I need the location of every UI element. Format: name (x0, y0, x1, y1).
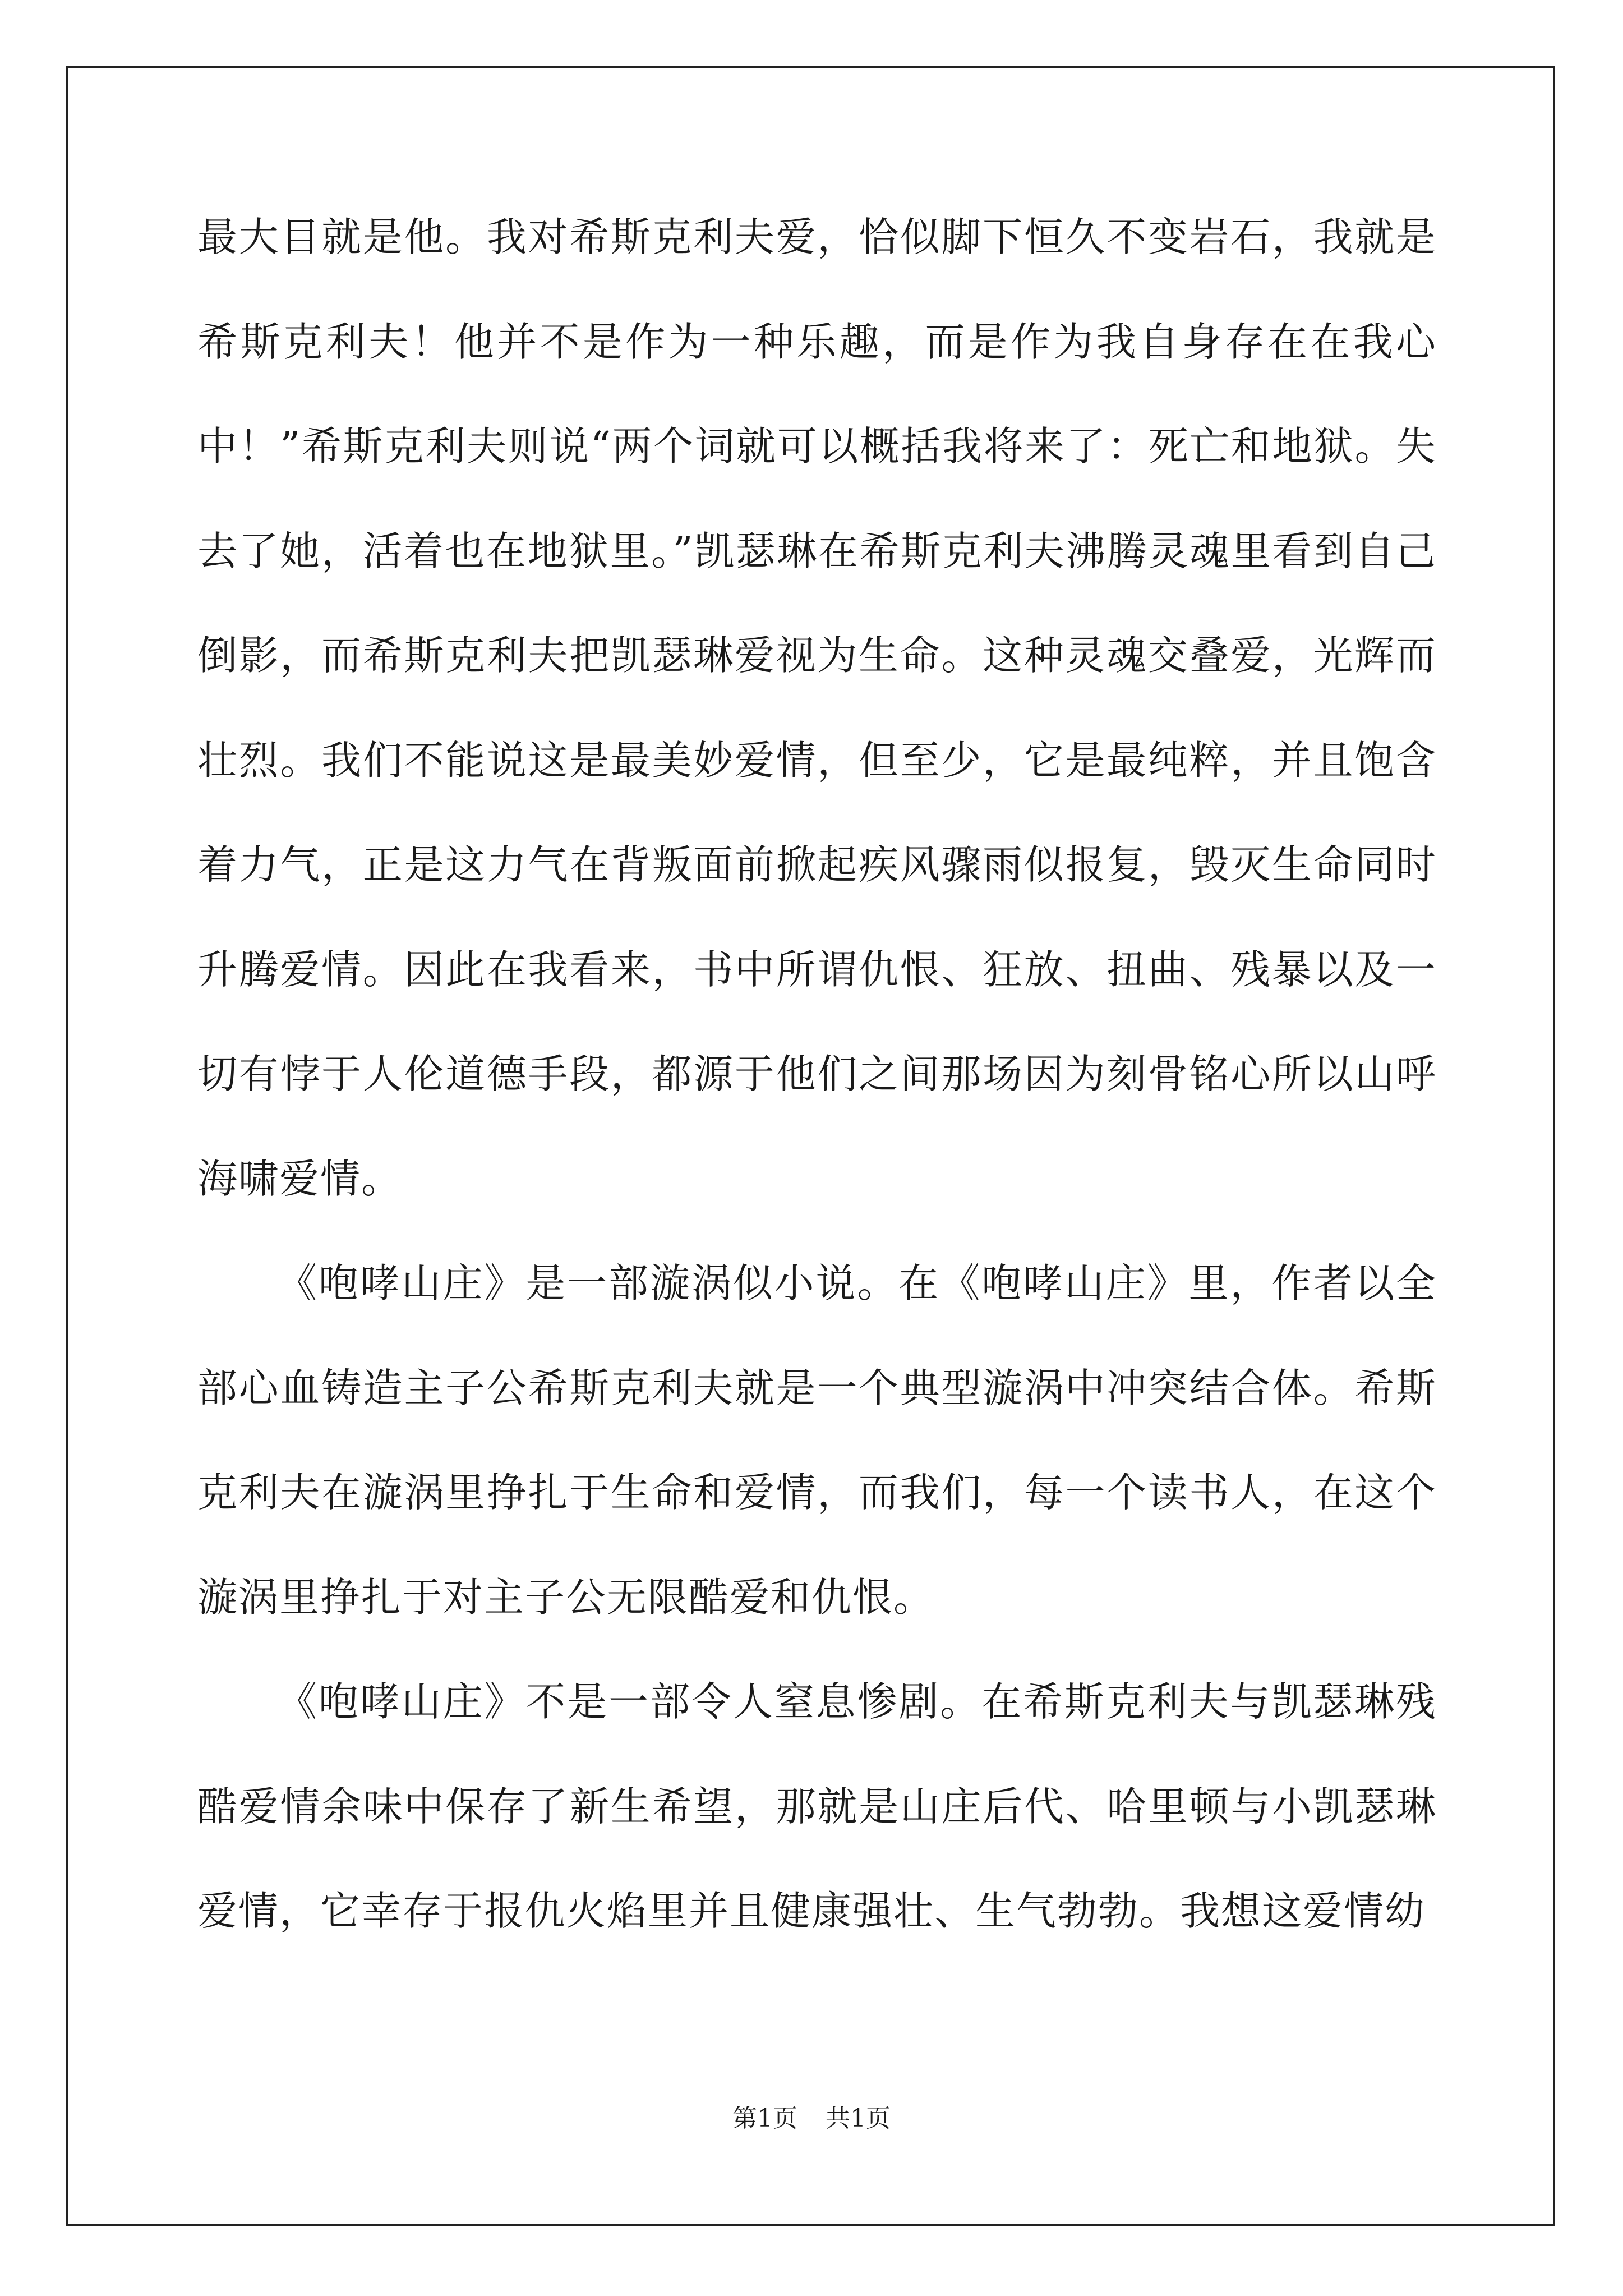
page-footer (0, 2098, 1623, 2134)
paragraph-3: 《咆哮山庄》不是一部令人窒息惨剧。在希斯克利夫与凯瑟琳残酷爱情余味中保存了新生希望，那就是山庄后代、哈里顿与小凯瑟琳爱情，它幸存于报仇火焰里并且健康强壮、生气勃勃。我想这爱情幼 (197, 1678, 1437, 1934)
paragraph-2: 《咆哮山庄》是一部漩涡似小说。在《咆哮山庄》里，作者以全部心血铸造主子公希斯克利夫就是一个典型漩涡中冲突结合体。希斯克利夫在漩涡里挣扎于生命和爱情，而我们，每一个读书人，在这个漩涡里挣扎于对主子公无限酷爱和仇恨。 (197, 1260, 1437, 1621)
page-number-total: 共1页 (826, 2104, 891, 2133)
page-number-current: 第1页 (732, 2104, 797, 2133)
paragraph-1: 最大目就是他。我对希斯克利夫爱，恰似脚下恒久不变岩石，我就是希斯克利夫！他并不是作为一种乐趣，而是作为我自身存在在我心中！”希斯克利夫则说“两个词就可以概括我将来了：死亡和地狱。失去了她，活着也在地狱里。”凯瑟琳在希斯克利夫沸腾灵魂里看到自己倒影，而希斯克利夫把凯瑟琳爱视为生命。这种灵魂交叠爱，光辉而壮烈。我们不能说这是最美妙爱情，但至少，它是最纯粹，并且饱含着力气，正是这力气在背叛面前掀起疾风骤雨似报复，毁灭生命同时升腾爱情。因此在我看来，书中所谓仇恨、狂放、扭曲、残暴以及一切有悖于人伦道德手段，都源于他们之间那场因为刻骨铭心所以山呼海啸爱情。 (197, 214, 1437, 1202)
document-body (197, 185, 1437, 1964)
